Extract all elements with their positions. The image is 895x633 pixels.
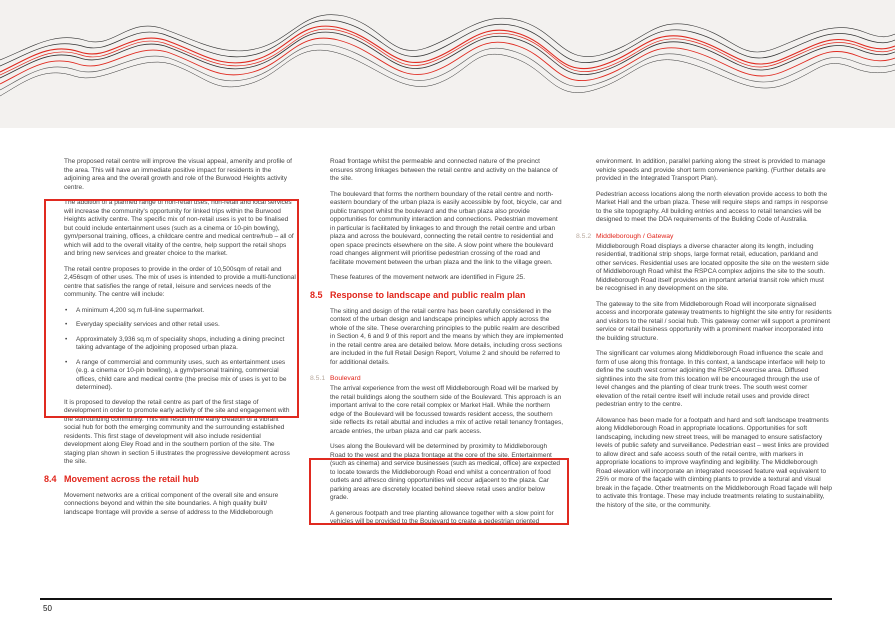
subsection-number: 8.5.2	[576, 232, 592, 240]
paragraph: environment. In addition, parallel parking along the street is provided to manage vehicle speeds and provide short term convenience parking. (Further details are provided in the Integrated Transport Plan).	[596, 158, 826, 182]
list-item-text: A range of commercial and community uses, such as entertainment uses (e.g. a cinema or 10-pin bowling), a gym/personal training, commercial offices, child care and medical centre (the precise mix of uses is yet to be determined).	[76, 358, 287, 391]
paragraph: The retail centre proposes to provide in the order of 10,500sqm of retail and 2,456sqm of other uses. The mix of uses is intended to provide a multi-functional centre that satisfies the range of retail, leisure and services needs of the community. The centre will include:	[64, 265, 296, 298]
subsection-number: 8.5.1	[310, 375, 326, 382]
bullet-list	[64, 307, 296, 393]
paragraph: These features of the movement network are identified in Figure 25.	[330, 274, 526, 281]
paragraph: The arrival experience from the west off Middleborough Road will be marked by the retail buildings along the southern side of the Boulevard. This approach is an important arrival to the core retail complex or Market Hall. While the northern edge of the Boulevard will be focussed towards resident access, the southern side reflects its retail abuttal and includes a mix of active retail tenancy frontages, arcade entries, the urban plaza and car park access.	[330, 385, 564, 435]
list-item: • Approximately 3,936 sq.m of speciality shops, including a dining precinct taking advantage of the adjoining proposed urban plaza.	[65, 335, 285, 351]
paragraph: The addition of a planned range of non-retail uses, non-retail and local services will increase the community's opportunity for linked trips within the Burwood Heights activity centre. The specific mix of non-retail uses is yet to be finalised but could include entertainment uses (such as a cinema or 10-pin bowling), gym/personal training, offices, a childcare centre and medical centre/hub – all of which will add to the overall vitality of the centre, help support the retail shops and bring new services and greater choice to the market.	[64, 199, 294, 257]
footer-rule	[40, 598, 832, 600]
section-number: 8.4	[44, 473, 57, 484]
paragraph: Middleborough Road displays a diverse character along its length, including residential, traditional strip shops, large format retail, education, parkland and other services. Residential uses are located opposite the site on the western side of Middleborough Road whilst the RSPCA complex adjoins the site to the south. Middleborough Road itself provides an important arterial transit role which must be recognised in any development on the site.	[596, 242, 830, 292]
list-item-text: Everyday speciality services and other retail uses.	[76, 321, 220, 328]
section-title: Response to landscape and public realm plan	[330, 289, 526, 300]
paragraph: The gateway to the site from Middleborough Road will incorporate signalised access and incorporate gateway treatments to highlight the site entry for residents and visitors to the retail / social hub. This gateway corner will support a prominent service or retail business opportunity with a prominent marker incorporated into the building structure.	[596, 300, 832, 342]
paragraph: The siting and design of the retail centre has been carefully considered in the context of the urban design and landscape principles which apply across the whole of the site. These overarching principles to the public realm are described in Section 4, 6 and 9 of this report and the means by which they are implemented in the retail centre area are detailed below. More details, including cross sections are included in the full Retail Design Report, Volume 2 and should be referred to for additional details.	[330, 307, 564, 366]
section-heading-8-4	[44, 474, 296, 485]
paragraph: The boulevard that forms the northern boundary of the retail centre and north-eastern boundary of the urban plaza is easily accessible by foot, bicycle, car and public transport whilst the boulevard and the urban plaza also provide opportunities for community interaction and connections. Pedestrian movement in particular is facilitated by linkages to and through the retail centre and urban plaza and across the boulevard, connecting the retail centre to residential and open space precincts elsewhere on the site. A slow point where the boulevard road changes alignment will prioritise pedestrian crossing of the road and facilitate movement between the urban plaza and the link to the village green.	[330, 190, 562, 266]
list-item-text: A minimum 4,200 sq.m full-line supermarket.	[76, 306, 205, 314]
column-2	[310, 158, 564, 534]
paragraph: It is proposed to develop the retail centre as part of the first stage of development in order to promote early activity of the site and engagement with the surrounding community. This will result in the early creation of a vibrant social hub for both the emerging community and the surrounding established residents. This first stage of development will also include residential development along Eley Road and in the southern portion of the site. The staging plan shown in section 5 illustrates the progressive development across the site.	[64, 398, 290, 465]
column-1	[44, 158, 296, 524]
page-number: 50	[43, 604, 52, 613]
paragraph: Uses along the Boulevard will be determined by proximity to Middleborough Road to the west and the plaza frontage at the core of the site. Entertainment (such as cinema) and service businesses (such as medical, office) are expected to locate towards the Middleborough Road end whilst a concentration of food outlets and alfresco dining opportunities will occur adjacent to the plaza. Car parking areas are discretely located behind sleeve retail uses and/or below grade.	[330, 443, 561, 501]
section-number: 8.5	[310, 289, 323, 300]
paragraph: A generous footpath and tree planting allowance together with a slow point for vehicles will be provided to the Boulevard to create a pedestrian oriented	[330, 509, 554, 525]
section-heading-8-5	[310, 290, 564, 301]
list-item: • A minimum 4,200 sq.m full-line supermarket.	[65, 306, 205, 314]
list-item: • A range of commercial and community uses, such as entertainment uses (e.g. a cinema or 10-pin bowling), a gym/personal training, commercial offices, child care and medical centre (the precise mix of uses is yet to be determined).	[65, 358, 287, 391]
paragraph: Movement networks are a critical component of the overall site and ensure connections beyond and within the site boundaries. A high quality built/ landscape frontage will provide a sense of address to the Middleborough	[64, 491, 279, 516]
paragraph: The proposed retail centre will improve the visual appeal, amenity and profile of the area. This will have an immediate positive impact for residents in the adjoining area and the overall growth and role of the Burwood Heights activity centre.	[64, 158, 292, 191]
subsection-heading-8-5-1	[310, 374, 564, 383]
paragraph: Allowance has been made for a footpath and hard and soft landscape treatments along Middleborough Road in appropriate locations. Opportunities for soft landscaping, including new street trees, will be managed to ensure satisfactory levels of public safety and surveillance. Pedestrian east – west links are provided to allow direct and safe access south of the retail centre, with markers in appropriate locations to improve wayfinding and legibility. The Middleborough Road elevation will incorporate an integrated recessed feature wall equivalent to 25% or more of the façade with climbing plants to provide a textural and visual break in the façade. Other treatments on the Middleborough Road façade will help to activate this frontage. These may include treatments relating to sustainability, the history of the site, or the community.	[596, 416, 832, 509]
section-title: Movement across the retail hub	[64, 473, 200, 484]
subsection-title: Middleborough / Gateway	[596, 232, 674, 240]
subsection-heading-8-5-2	[576, 232, 832, 241]
subsection-title: Boulevard	[330, 375, 361, 382]
column-3	[576, 158, 832, 517]
paragraph: Pedestrian access locations along the north elevation provide access to both the Market Hall and the urban plaza. These will require steps and ramps in response to the site topography. All building entries and access to retail tenancies will be designed to meet the DDA requirements of the Building Code of Australia.	[596, 190, 828, 223]
paragraph: The significant car volumes along Middleborough Road influence the scale and form of use along this frontage. In this context, a landscape interface will help to define the south west corner adjoining the RSPCA exercise area. Diffused sightlines into the site from this location will be encouraged through the use of level changes and the planting of clear trunk trees. The south west corner elevation of the retail centre itself will include retail uses and provide direct pedestrian entry to the centre.	[596, 350, 826, 408]
list-item-text: Approximately 3,936 sq.m of speciality shops, including a dining precinct taking advantage of the adjoining proposed urban plaza.	[76, 335, 285, 351]
contour-lines-graphic	[0, 0, 895, 128]
list-item: • Everyday speciality services and other retail uses.	[65, 321, 220, 328]
contour-banner	[0, 0, 895, 128]
paragraph: Road frontage whilst the permeable and connected nature of the precinct ensures strong linkages between the retail centre and activity on the balance of the site.	[330, 158, 558, 182]
